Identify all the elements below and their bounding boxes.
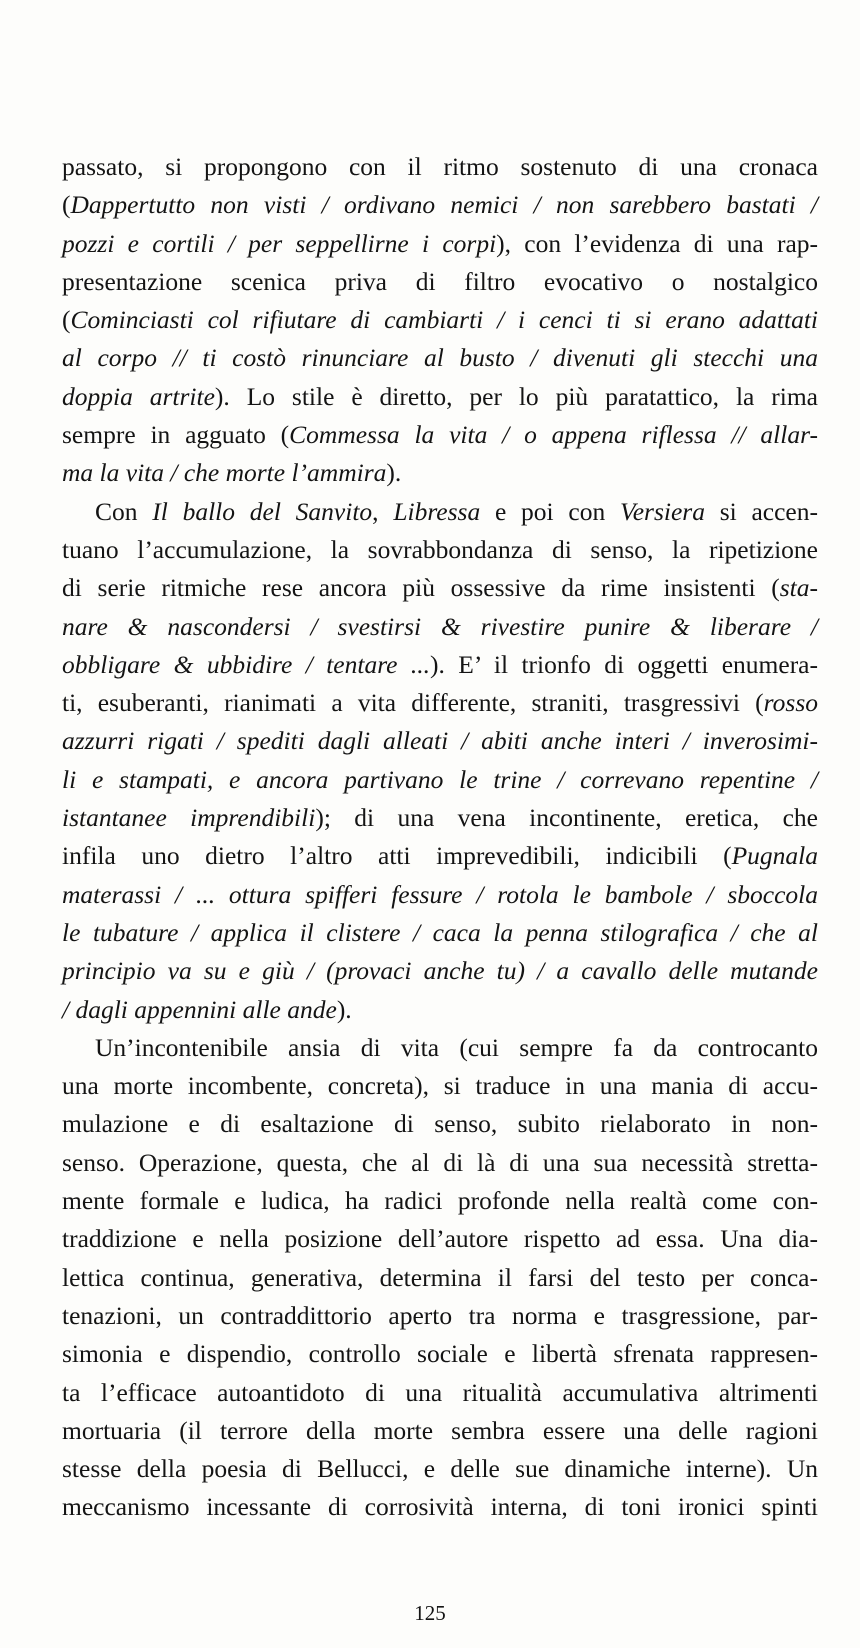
text-line — [62, 301, 818, 339]
text-segment: Con — [95, 496, 153, 526]
italic-quote-segment: istantanee imprendibili — [62, 803, 316, 833]
italic-quote-segment: Pugnala — [731, 841, 818, 871]
italic-quote-segment: li e stampati, e ancora partivano le trine / correvano repentine / — [62, 764, 818, 794]
text-line — [62, 1297, 818, 1335]
text-line — [62, 339, 818, 377]
text-segment: ). Lo stile è diretto, per lo più paratattico, la rima — [214, 381, 818, 411]
text-line — [62, 914, 818, 952]
text-segment: ), con l’evidenza di una rap- — [496, 228, 818, 258]
text-segment: tuano l’accumulazione, la sovrabbondanza di senso, la ripetizione — [62, 534, 818, 564]
text-line — [62, 225, 818, 263]
text-line — [62, 148, 818, 186]
text-segment: passato, si propongono con il ritmo sostenuto di una cronaca — [62, 152, 818, 181]
text-segment: infila uno dietro l’altro atti imprevedibili, indicibili ( — [62, 841, 732, 871]
text-segment: meccanismo incessante di corrosività interna, di toni ironici spinti — [62, 1492, 818, 1522]
text-line — [62, 646, 818, 684]
italic-quote-segment: doppia artrite — [62, 381, 215, 411]
italic-quote-segment: sta- — [779, 573, 818, 603]
text-line — [62, 761, 818, 799]
text-line — [62, 416, 818, 454]
text-line — [62, 186, 818, 224]
text-line — [62, 1105, 818, 1143]
italic-quote-segment: pozzi e cortili / per seppellirne i corpi — [62, 228, 497, 258]
text-line — [62, 1182, 818, 1220]
text-line — [62, 1029, 818, 1067]
italic-quote-segment: Dappertutto non visti / ordivano nemici / non sarebbero bastati / — [70, 190, 818, 220]
italic-quote-segment: Libressa — [393, 496, 481, 526]
body-text — [62, 148, 818, 1527]
text-line — [62, 837, 818, 875]
text-segment: e poi con — [480, 496, 620, 526]
text-line — [62, 876, 818, 914]
text-segment: ); di una vena incontinente, eretica, che — [315, 803, 819, 833]
text-line — [62, 1412, 818, 1450]
text-line — [62, 1220, 818, 1258]
italic-quote-segment: ma la vita / che morte l’ammira — [62, 458, 387, 488]
page-number: 125 — [414, 1601, 446, 1625]
text-segment: una morte incombente, concreta), si traduce in una mania di accu- — [62, 1071, 818, 1101]
italic-quote-segment: rosso — [763, 688, 818, 718]
text-segment: sempre in agguato ( — [62, 420, 290, 450]
text-line — [62, 493, 818, 531]
text-segment: ). — [386, 458, 402, 488]
text-segment: lettica continua, generativa, determina il farsi del testo per conca- — [62, 1262, 818, 1292]
text-segment: Un’incontenibile ansia di vita (cui sempre fa da controcanto — [95, 1032, 818, 1062]
text-segment: senso. Operazione, questa, che al di là di una sua necessità stretta- — [62, 1147, 818, 1177]
italic-quote-segment: azzurri rigati / spediti dagli alleati / abiti anche interi / inverosimi- — [62, 726, 818, 756]
text-line — [62, 1259, 818, 1297]
italic-quote-segment: Versiera — [619, 496, 705, 526]
text-segment: ( — [62, 190, 71, 220]
text-line — [62, 722, 818, 760]
text-segment: mulazione e di esaltazione di senso, subito rielaborato in non- — [62, 1109, 818, 1139]
text-segment: , — [372, 496, 394, 526]
text-line — [62, 1335, 818, 1373]
italic-quote-segment: le tubature / applica il clistere / caca la penna stilografica / che al — [62, 917, 818, 947]
text-segment: stesse della poesia di Bellucci, e delle sue dinamiche interne). Un — [62, 1454, 818, 1484]
text-line — [62, 1450, 818, 1488]
text-segment: simonia e dispendio, controllo sociale e libertà sfrenata rappresen- — [62, 1339, 818, 1369]
text-line — [62, 531, 818, 569]
italic-quote-segment: Il ballo del Sanvito — [152, 496, 373, 526]
text-line — [62, 608, 818, 646]
italic-quote-segment: Cominciasti col rifiutare di cambiarti / i cenci ti si erano adattati — [70, 305, 818, 335]
text-line — [62, 1067, 818, 1105]
text-line — [62, 799, 818, 837]
text-line — [62, 378, 818, 416]
text-segment: mortuaria (il terrore della morte sembra essere una delle ragioni — [62, 1415, 818, 1445]
text-segment: si accen- — [704, 496, 818, 526]
text-segment: ( — [62, 305, 71, 335]
text-line — [62, 952, 818, 990]
italic-quote-segment: / dagli appennini alle ande — [62, 994, 337, 1024]
text-line — [62, 263, 818, 301]
text-line — [62, 1488, 818, 1526]
text-segment: di serie ritmiche rese ancora più ossessive da rime insistenti ( — [62, 573, 780, 603]
text-segment: ti, esuberanti, rianimati a vita differente, straniti, trasgressivi ( — [62, 688, 764, 718]
text-segment: ). — [336, 994, 352, 1024]
text-segment: ta l’efficace autoantidoto di una ritualità accumulativa altrimenti — [62, 1377, 818, 1407]
italic-quote-segment: Commessa la vita / o appena riflessa // allar- — [289, 420, 818, 450]
italic-quote-segment: materassi / ... ottura spifferi fessure / rotola le bambole / sboccola — [62, 879, 818, 909]
italic-quote-segment: principio va su e giù / (provaci anche tu) / a cavallo delle mutande — [62, 956, 818, 986]
text-line — [62, 684, 818, 722]
text-segment: presentazione scenica priva di filtro evocativo o nostalgico — [62, 266, 818, 296]
text-segment: ). E’ il trionfo di oggetti enumera- — [430, 649, 818, 679]
italic-quote-segment: nare & nascondersi / svestirsi & rivestire punire & liberare / — [62, 611, 818, 641]
text-segment: mente formale e ludica, ha radici profonde nella realtà come con- — [62, 1186, 818, 1216]
text-segment: traddizione e nella posizione dell’autore rispetto ad essa. Una dia- — [62, 1224, 818, 1254]
italic-quote-segment: al corpo // ti costò rinunciare al busto / divenuti gli stecchi una — [62, 343, 818, 373]
text-line — [62, 454, 818, 492]
text-line — [62, 569, 818, 607]
text-line — [62, 1374, 818, 1412]
text-segment: tenazioni, un contraddittorio aperto tra norma e trasgressione, par- — [62, 1300, 818, 1330]
text-line — [62, 1144, 818, 1182]
italic-quote-segment: obbligare & ubbidire / tentare ... — [62, 649, 431, 679]
text-line — [62, 991, 818, 1029]
